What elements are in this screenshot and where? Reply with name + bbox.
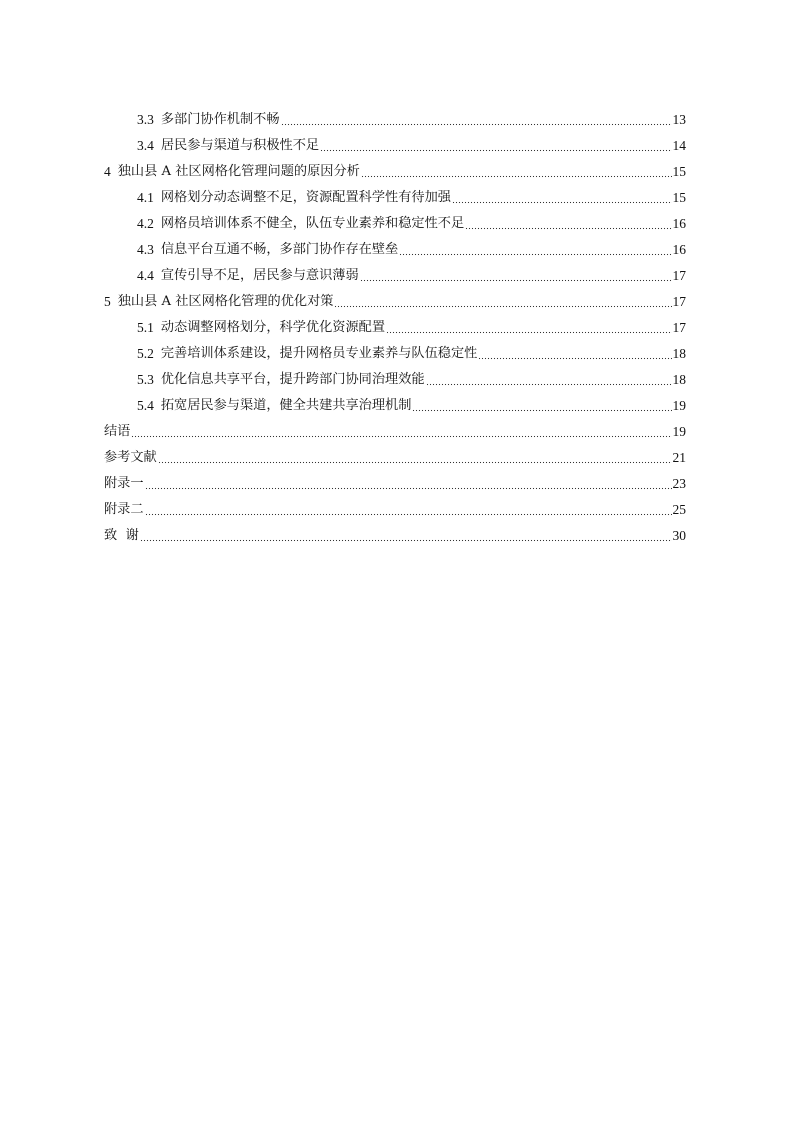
toc-section-title: 拓宽居民参与渠道，健全共建共享治理机制 <box>160 398 412 413</box>
toc-section-title: 网格划分动态调整不足，资源配置科学性有待加强 <box>160 190 451 205</box>
toc-chapter-number: 4 <box>104 164 111 179</box>
toc-section-number: 4.3 <box>137 242 154 257</box>
dot-leader <box>140 535 672 542</box>
toc-entry[interactable] <box>104 497 686 523</box>
dot-leader <box>399 249 671 256</box>
toc-entry[interactable] <box>104 185 686 211</box>
toc-section-title: 宣传引导不足，居民参与意识薄弱 <box>160 268 359 283</box>
toc-page-number: 19 <box>672 398 686 413</box>
toc-page-number: 23 <box>672 476 686 491</box>
toc-section-number: 5.1 <box>137 320 154 335</box>
dot-leader <box>412 405 671 412</box>
toc-page-number: 14 <box>672 138 686 153</box>
toc-section-number: 5.2 <box>137 346 154 361</box>
toc-page-number: 16 <box>672 216 686 231</box>
toc-section-number: 5.4 <box>137 398 154 413</box>
toc-section-title: 优化信息共享平台，提升跨部门协同治理效能 <box>160 372 425 387</box>
toc-chapter-title: 致 谢 <box>104 528 139 543</box>
toc-entry[interactable] <box>104 471 686 497</box>
toc-entry[interactable] <box>104 523 686 549</box>
toc-chapter-number: 5 <box>104 294 111 309</box>
dot-leader <box>320 145 671 152</box>
toc-section-title: 居民参与渠道与积极性不足 <box>160 138 320 153</box>
toc-entry[interactable] <box>104 393 686 419</box>
dot-leader <box>145 483 672 490</box>
toc-entry[interactable] <box>104 107 686 133</box>
dot-leader <box>131 431 671 438</box>
dot-leader <box>158 457 672 464</box>
toc-chapter-title: 独山县 A 社区网格化管理的优化对策 <box>117 294 334 309</box>
toc-entry[interactable] <box>104 159 686 185</box>
toc-section-number: 4.2 <box>137 216 154 231</box>
toc-page-number: 17 <box>672 294 686 309</box>
toc-section-title: 多部门协作机制不畅 <box>160 112 280 127</box>
toc-page-number: 13 <box>672 112 686 127</box>
dot-leader <box>386 327 671 334</box>
toc-page-number: 19 <box>672 424 686 439</box>
toc-entry[interactable] <box>104 133 686 159</box>
toc-chapter-title: 参考文献 <box>104 450 157 465</box>
toc-section-title: 网格员培训体系不健全，队伍专业素养和稳定性不足 <box>160 216 465 231</box>
toc-page-number: 18 <box>672 346 686 361</box>
dot-leader <box>478 353 671 360</box>
toc-page-number: 21 <box>672 450 686 465</box>
toc-section-number: 4.1 <box>137 190 154 205</box>
toc-page-number: 18 <box>672 372 686 387</box>
dot-leader <box>334 301 671 308</box>
toc-section-number: 5.3 <box>137 372 154 387</box>
toc-section-number: 4.4 <box>137 268 154 283</box>
toc-page-number: 17 <box>672 320 686 335</box>
toc-chapter-title: 附录二 <box>104 502 144 517</box>
toc-page-number: 16 <box>672 242 686 257</box>
dot-leader <box>361 171 672 178</box>
toc-page-number: 25 <box>672 502 686 517</box>
toc-page-number: 30 <box>672 528 686 543</box>
toc-page-number: 15 <box>672 190 686 205</box>
toc-page-number: 17 <box>672 268 686 283</box>
toc-entry[interactable] <box>104 211 686 237</box>
toc-entry[interactable] <box>104 315 686 341</box>
toc-entry[interactable] <box>104 419 686 445</box>
toc-section-title: 完善培训体系建设，提升网格员专业素养与队伍稳定性 <box>160 346 478 361</box>
toc-chapter-title: 结语 <box>104 424 131 439</box>
toc-section-number: 3.3 <box>137 112 154 127</box>
dot-leader <box>281 119 672 126</box>
toc-entry[interactable] <box>104 445 686 471</box>
toc-entry[interactable] <box>104 289 686 315</box>
dot-leader <box>452 197 672 204</box>
table-of-contents <box>104 107 686 549</box>
toc-section-number: 3.4 <box>137 138 154 153</box>
toc-chapter-title: 附录一 <box>104 476 144 491</box>
toc-entry[interactable] <box>104 237 686 263</box>
toc-entry[interactable] <box>104 263 686 289</box>
dot-leader <box>426 379 672 386</box>
dot-leader <box>360 275 672 282</box>
toc-section-title: 动态调整网格划分，科学优化资源配置 <box>160 320 386 335</box>
toc-entry[interactable] <box>104 367 686 393</box>
toc-entry[interactable] <box>104 341 686 367</box>
dot-leader <box>145 509 672 516</box>
toc-section-title: 信息平台互通不畅，多部门协作存在壁垒 <box>160 242 399 257</box>
toc-chapter-title: 独山县 A 社区网格化管理问题的原因分析 <box>117 164 360 179</box>
toc-page-number: 15 <box>672 164 686 179</box>
dot-leader <box>465 223 671 230</box>
